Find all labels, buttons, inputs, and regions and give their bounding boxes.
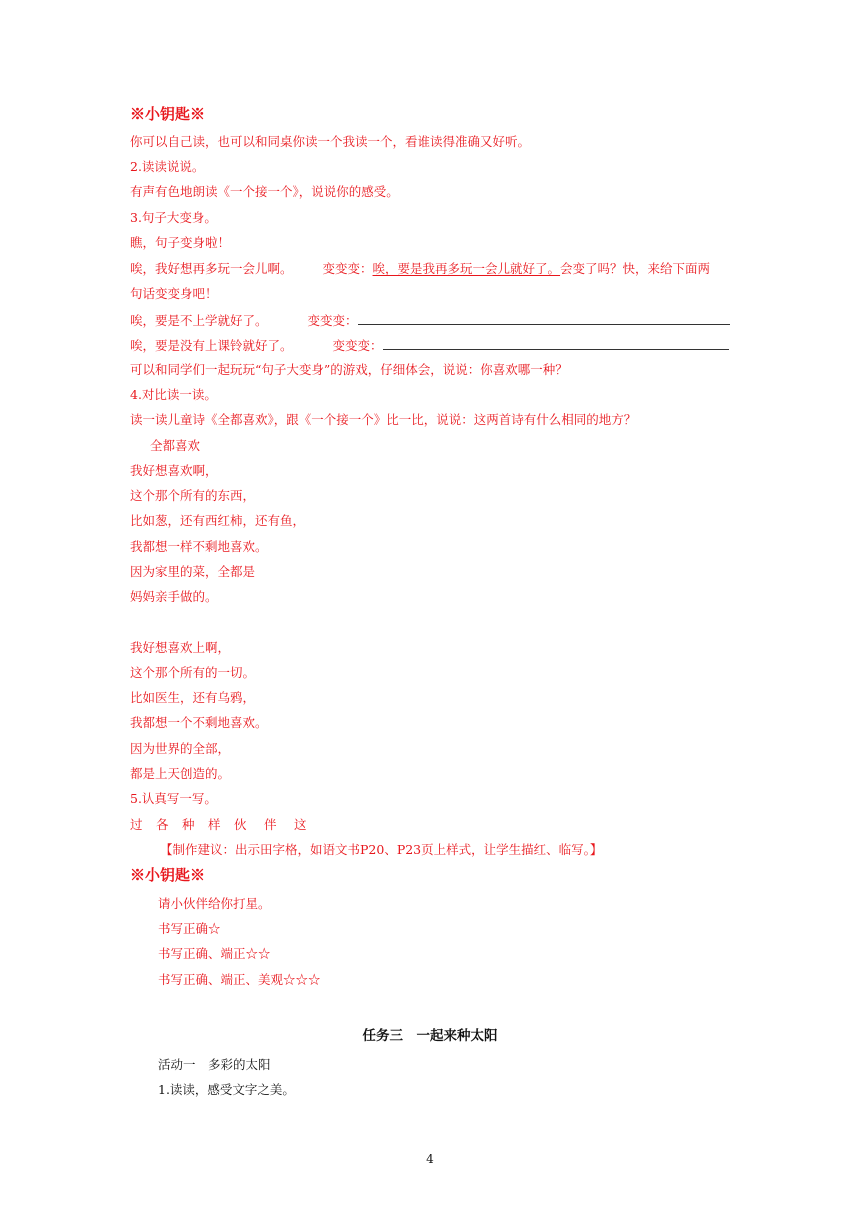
practice-char: 种 [182,817,195,832]
practice-char: 伙 [234,817,247,832]
example-transformed: 唉，要是我再多玩一会儿就好了。 [372,261,561,276]
example-prompt: 会变了吗？快，来给下面两 [560,261,711,276]
poem-line: 这个那个所有的一切。 [130,665,256,680]
section-heading: 4.对比读一读。 [130,387,217,402]
practice-characters [130,817,307,833]
production-note: 【制作建议：出示田字格，如语文书P20、P23页上样式，让学生描红、临写。】 [160,842,603,857]
example-original: 唉，我好想再多玩一会儿啊。 [130,261,293,276]
star-instruction: 请小伙伴给你打星。 [158,896,271,911]
poem-line: 都是上天创造的。 [130,766,231,781]
paragraph: 可以和同学们一起玩玩“句子大变身”的游戏，仔细体会，说说：你喜欢哪一种？ [130,362,568,377]
key-heading: ※小钥匙※ [130,866,206,884]
poem-line: 因为世界的全部， [130,741,231,756]
activity-heading: 活动一 多彩的太阳 [158,1057,271,1072]
poem-line: 因为家里的菜，全都是 [130,564,256,579]
task-title: 任务三 一起来种太阳 [362,1028,498,1044]
poem-line: 我都想一样不剩地喜欢。 [130,539,268,554]
example-sentence [130,261,710,277]
poem-line: 妈妈亲手做的。 [130,589,218,604]
star-rating-1: 书写正确☆ [158,921,221,936]
poem-line: 我好想喜欢上啊， [130,640,231,655]
exercise-row [130,312,730,329]
practice-char: 这 [294,817,307,832]
paragraph: 你可以自己读，也可以和同桌你读一个我读一个，看谁读得准确又好听。 [130,134,531,149]
poem-line: 这个那个所有的东西， [130,488,256,503]
section-heading: 5.认真写一写。 [130,791,217,806]
exercise-label: 变变变： [307,313,358,328]
practice-char: 过 [130,817,143,832]
paragraph: 有声有色地朗读《一个接一个》，说说你的感受。 [130,184,399,199]
paragraph: 读一读儿童诗《全都喜欢》，跟《一个接一个》比一比，说说：这两首诗有什么相同的地方？ [130,412,637,427]
poem-line: 我好想喜欢啊， [130,463,218,478]
answer-blank[interactable] [358,312,730,325]
answer-blank[interactable] [383,337,729,350]
section-heading: 2.读读说说。 [130,159,205,174]
paragraph: 句话变变身吧！ [130,286,218,301]
key-heading: ※小钥匙※ [130,105,206,123]
paragraph: 瞧，句子变身啦！ [130,235,231,250]
exercise-sentence: 唉，要是不上学就好了。 [130,313,268,328]
star-rating-3: 书写正确、端正、美观☆☆☆ [158,972,321,987]
exercise-row [130,337,729,354]
practice-char: 各 [156,817,169,832]
poem-title: 全都喜欢 [150,438,201,453]
star-rating-2: 书写正确、端正☆☆ [158,946,271,961]
activity-item: 1.读读，感受文字之美。 [158,1082,295,1097]
example-label: 变变变： [322,261,373,276]
practice-char: 伴 [264,817,277,832]
page-number: 4 [426,1152,434,1166]
section-heading: 3.句子大变身。 [130,210,217,225]
poem-line: 我都想一个不剩地喜欢。 [130,715,268,730]
exercise-sentence: 唉，要是没有上课铃就好了。 [130,338,293,353]
exercise-label: 变变变： [332,338,383,353]
poem-line: 比如医生，还有乌鸦， [130,690,256,705]
poem-line: 比如葱，还有西红柿，还有鱼， [130,513,306,528]
practice-char: 样 [208,817,221,832]
